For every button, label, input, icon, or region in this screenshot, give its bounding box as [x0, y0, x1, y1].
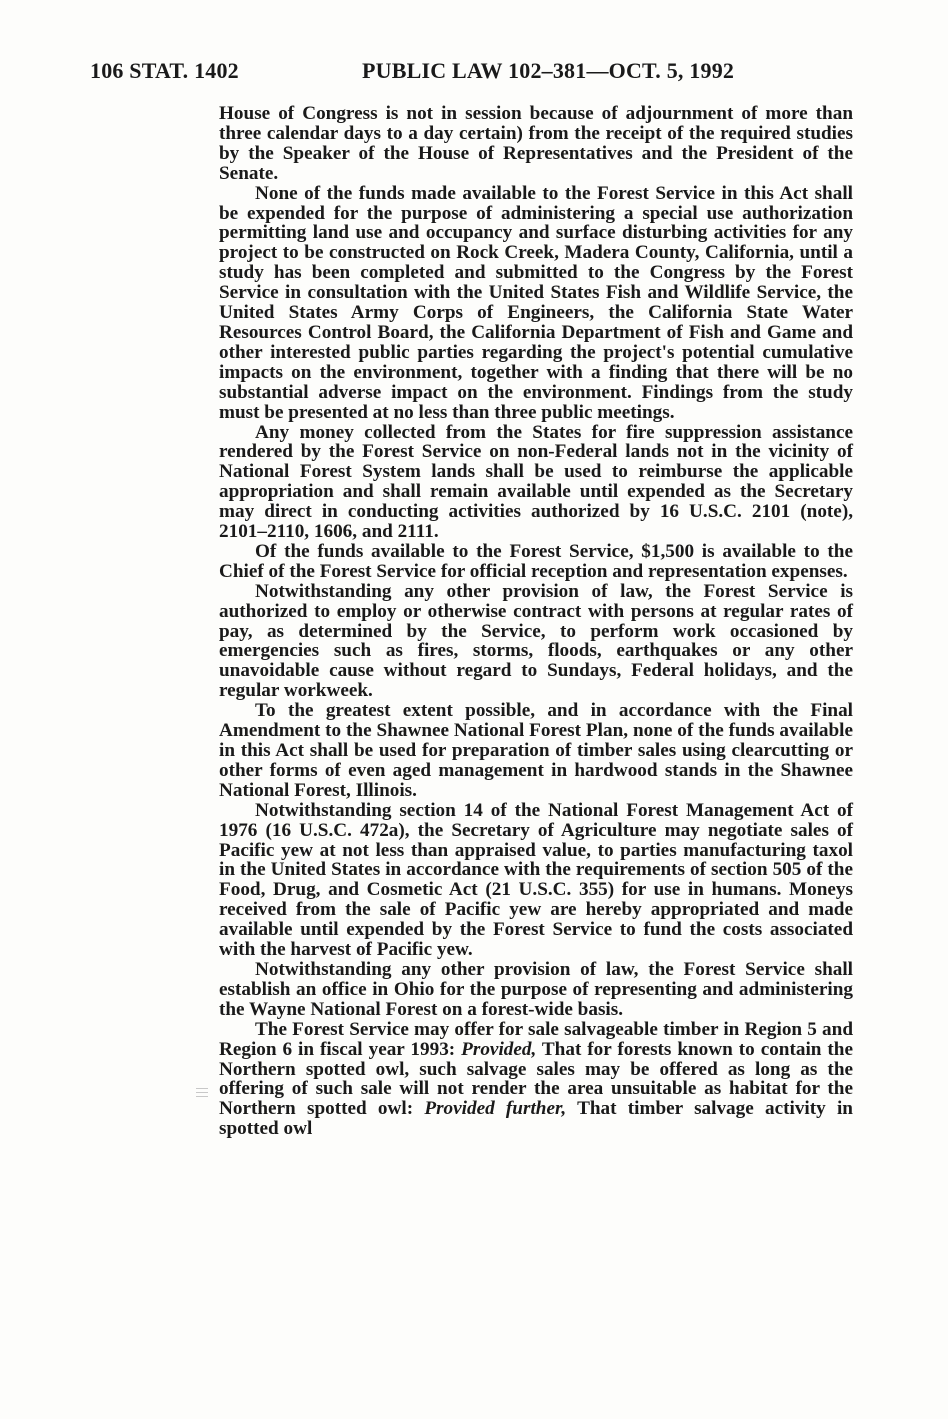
margin-mark — [196, 1088, 208, 1102]
paragraph-reception-expenses: Of the funds available to the Forest Service, $1,500 is available to the Chief of the Forest Service for official reception and representation expenses. — [219, 540, 853, 582]
paragraph-continued: House of Congress is not in session because of adjournment of more than three calendar days to a day certain) from the receipt of the required studies by the Speaker of the House of Representatives and the President of the Senate. — [219, 103, 853, 184]
paragraph-shawnee-forest: To the greatest extent possible, and in accordance with the Final Amendment to the Shawnee National Forest Plan, none of the funds available in this Act shall be used for preparation of timber sales using clearcutting or other forms of even aged management in hardwood stands in the Shawnee National Forest, Illinois. — [219, 700, 853, 801]
page-reference: 106 STAT. 1402 — [90, 58, 239, 83]
salvage-text-b: That for forests known to contain the Northern spotted owl, such salvage sales may be offered as long as the offering of such sale will not render the area unsuitable as habitat for the Northern spotted owl: — [219, 1038, 853, 1120]
provided-italic: Provided, — [461, 1038, 537, 1060]
paragraph-salvage-timber — [219, 1020, 853, 1139]
provided-further-italic: Provided further, — [424, 1098, 567, 1120]
salvage-text-a: The Forest Service may offer for sale salvageable timber in Region 5 and Region 6 in fiscal year 1993: — [219, 1018, 853, 1060]
paragraph-wayne-forest: Notwithstanding any other provision of law, the Forest Service shall establish an office in Ohio for the purpose of representing and administering the Wayne National Forest on a forest-wide basis. — [219, 958, 853, 1020]
paragraph-emergency-employment: Notwithstanding any other provision of law, the Forest Service is authorized to employ or otherwise contract with persons at regular rates of pay, as determined by the Service, to perform work occasioned by emergencies such as fires, storms, floods, earthquakes or any other unavoidable cause without regard to Sundays, Federal holidays, and the regular workweek. — [219, 580, 853, 702]
paragraph-fire-suppression: Any money collected from the States for fire suppression assistance rendered by the Forest Service on non-Federal lands not in the vicinity of National Forest System lands shall be used to reimburse the applicable appropriation and shall remain available until expended as the Secretary may direct in conducting activities authorized by 16 U.S.C. 2101 (note), 2101–2110, 1606, and 2111. — [219, 421, 853, 543]
paragraph-pacific-yew: Notwithstanding section 14 of the National Forest Management Act of 1976 (16 U.S.C. 472a), the Secretary of Agriculture may negotiate sales of Pacific yew at not less than appraised value, to parties manufacturing taxol in the United States in accordance with the requirements of section 505 of the Food, Drug, and Cosmetic Act (21 U.S.C. 355) for use in humans. Moneys received from the sale of Pacific yew are hereby appropriated and made available until expended by the Forest Service to fund the costs associated with the harvest of Pacific yew. — [219, 799, 853, 961]
body-text — [219, 104, 853, 1139]
paragraph-rock-creek: None of the funds made available to the Forest Service in this Act shall be expended for the purpose of administering a special use authorization permitting land use and occupancy and surface disturbing activities for any project to be constructed on Rock Creek, Madera County, California, until a study has been completed and submitted to the Congress by the Forest Service in consultation with the United States Fish and Wildlife Service, the United States Army Corps of Engineers, the California State Water Resources Control Board, the California Department of Fish and Game and other interested public parties regarding the project's potential cumulative impacts on the environment, together with a finding that there will be no substantial adverse impact on the environment. Findings from the study must be presented at no less than three public meetings. — [219, 182, 853, 423]
salvage-text-c: That timber salvage activity in spotted owl — [219, 1098, 853, 1140]
running-head — [0, 58, 948, 88]
law-reference: PUBLIC LAW 102–381—OCT. 5, 1992 — [362, 58, 735, 83]
